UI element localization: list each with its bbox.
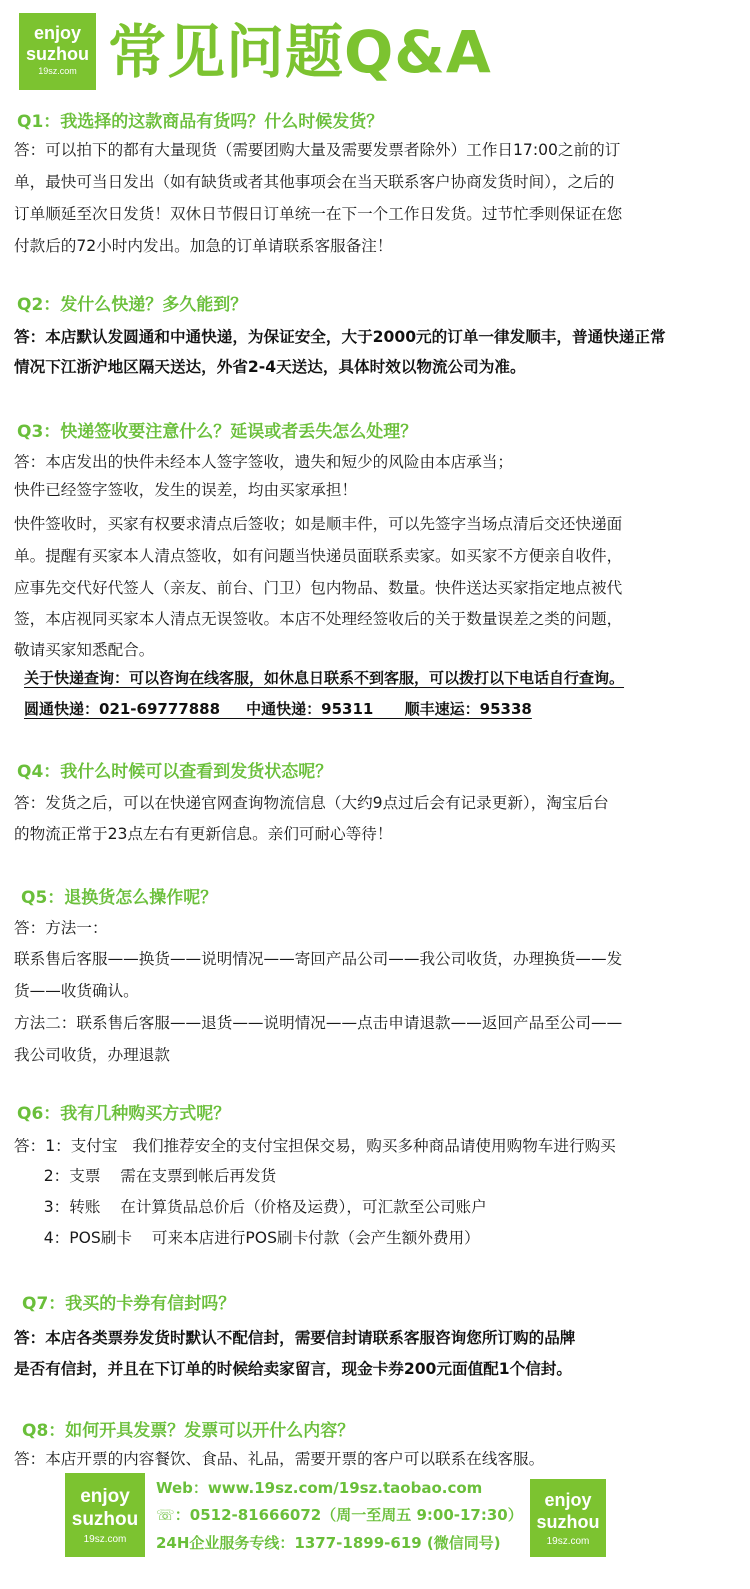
- logo-word-suzhou: suzhou: [536, 1512, 600, 1532]
- footer-logo-left: [65, 1473, 145, 1557]
- answer-5-line: 我公司收货，办理退款: [14, 1046, 170, 1064]
- express-phone-numbers: 圆通快递：021-69777888 中通快递：95311 顺丰速运：95338: [24, 700, 532, 718]
- answer-2-line: 答：本店默认发圆通和中通快递，为保证安全，大于2000元的订单一律发顺丰，普通快递正常: [14, 328, 666, 346]
- payment-method-transfer: 3：转账 在计算货品总价后（价格及运费），可汇款至公司账户: [14, 1198, 487, 1216]
- footer-logo-right: [530, 1479, 606, 1557]
- logo-site: 19sz.com: [546, 1536, 590, 1547]
- logo-word-enjoy: enjoy: [80, 1486, 130, 1507]
- answer-1-line: 付款后的72小时内发出。加急的订单请联系客服备注！: [14, 237, 393, 255]
- answer-1-line: 答：可以拍下的都有大量现货（需要团购大量及需要发票者除外）工作日17:00之前的订: [14, 141, 621, 159]
- answer-5-line: 货——收货确认。: [14, 982, 139, 1000]
- question-6: Q6：我有几种购买方式呢？: [17, 1104, 231, 1124]
- question-1: Q1：我选择的这款商品有货吗？什么时候发货？: [17, 112, 384, 132]
- question-4: Q4：我什么时候可以查看到发货状态呢？: [17, 762, 333, 782]
- question-7: Q7：我买的卡券有信封吗？: [22, 1294, 236, 1314]
- answer-4-line: 的物流正常于23点左右有更新信息。亲们可耐心等待！: [14, 825, 393, 843]
- answer-3-line: 应事先交代好代签人（亲友、前台、门卫）包内物品、数量。快件送达买家指定地点被代: [14, 579, 623, 597]
- answer-8-line: 答：本店开票的内容餐饮、食品、礼品，需要开票的客户可以联系在线客服。: [14, 1450, 545, 1468]
- brand-logo: [19, 13, 96, 90]
- page-title: 常见问题Q&A: [108, 18, 492, 86]
- payment-method-alipay: 答：1：支付宝 我们推荐安全的支付宝担保交易，购买多种商品请使用购物车进行购买: [14, 1137, 616, 1155]
- answer-3-line: 签，本店视同买家本人清点无误签收。本店不处理经签收后的关于数量误差之类的问题，: [14, 610, 623, 628]
- question-2: Q2：发什么快递？多久能到？: [17, 295, 248, 315]
- answer-7-line: 答：本店各类票券发货时默认不配信封，需要信封请联系客服咨询您所订购的品牌: [14, 1329, 576, 1347]
- answer-3-line: 单。提醒有买家本人清点签收，如有问题当快递员面联系卖家。如买家不方便亲自收件，: [14, 547, 623, 565]
- answer-7-line: 是否有信封，并且在下订单的时候给卖家留言，现金卡券200元面值配1个信封。: [14, 1360, 572, 1378]
- payment-method-check: 2：支票 需在支票到帐后再发货: [14, 1167, 277, 1185]
- question-5: Q5：退换货怎么操作呢？: [21, 888, 218, 908]
- logo-word-enjoy: enjoy: [33, 23, 81, 43]
- payment-method-pos: 4：POS刷卡 可来本店进行POS刷卡付款（会产生额外费用）: [14, 1229, 480, 1247]
- logo-word-suzhou: suzhou: [26, 44, 89, 64]
- answer-5-line: 方法二：联系售后客服——退货——说明情况——点击申请退款——返回产品至公司——: [14, 1014, 623, 1032]
- question-8: Q8：如何开具发票？发票可以开什么内容？: [22, 1421, 355, 1441]
- question-3: Q3：快递签收要注意什么？延误或者丢失怎么处理？: [17, 422, 418, 442]
- answer-5-line: 答：方法一：: [14, 919, 108, 937]
- answer-3-line: 快件已经签字签收，发生的误差，均由买家承担！: [14, 481, 358, 499]
- footer-website: Web：www.19sz.com/19sz.taobao.com: [156, 1479, 483, 1497]
- answer-3-line: 快件签收时，买家有权要求清点后签收；如是顺丰件，可以先签字当场点清后交还快递面: [14, 515, 623, 533]
- logo-word-enjoy: enjoy: [544, 1490, 592, 1510]
- logo-word-suzhou: suzhou: [71, 1509, 139, 1530]
- express-query-notice: 关于快递查询：可以咨询在线客服，如休息日联系不到客服，可以拨打以下电话自行查询。: [24, 669, 625, 687]
- footer-phone: ☏：0512-81666072（周一至周五 9:00-17:30）: [156, 1506, 523, 1524]
- answer-1-line: 订单顺延至次日发货！双休日节假日订单统一在下一个工作日发货。过节忙季则保证在您: [14, 205, 623, 223]
- answer-4-line: 答：发货之后，可以在快递官网查询物流信息（大约9点过后会有记录更新），淘宝后台: [14, 794, 609, 812]
- footer-hotline: 24H企业服务专线：1377-1899-619 (微信同号): [156, 1534, 501, 1552]
- answer-2-line: 情况下江浙沪地区隔天送达，外省2-4天送达，具体时效以物流公司为准。: [14, 358, 526, 376]
- answer-3-line: 答：本店发出的快件未经本人签字签收，遗失和短少的风险由本店承当；: [14, 453, 514, 471]
- logo-site: 19sz.com: [38, 66, 77, 76]
- answer-3-line: 敬请买家知悉配合。: [14, 641, 155, 659]
- answer-1-line: 单，最快可当日发出（如有缺货或者其他事项会在当天联系客户协商发货时间），之后的: [14, 173, 615, 191]
- answer-5-line: 联系售后客服——换货——说明情况——寄回产品公司——我公司收货，办理换货——发: [14, 950, 623, 968]
- logo-site: 19sz.com: [83, 1534, 127, 1545]
